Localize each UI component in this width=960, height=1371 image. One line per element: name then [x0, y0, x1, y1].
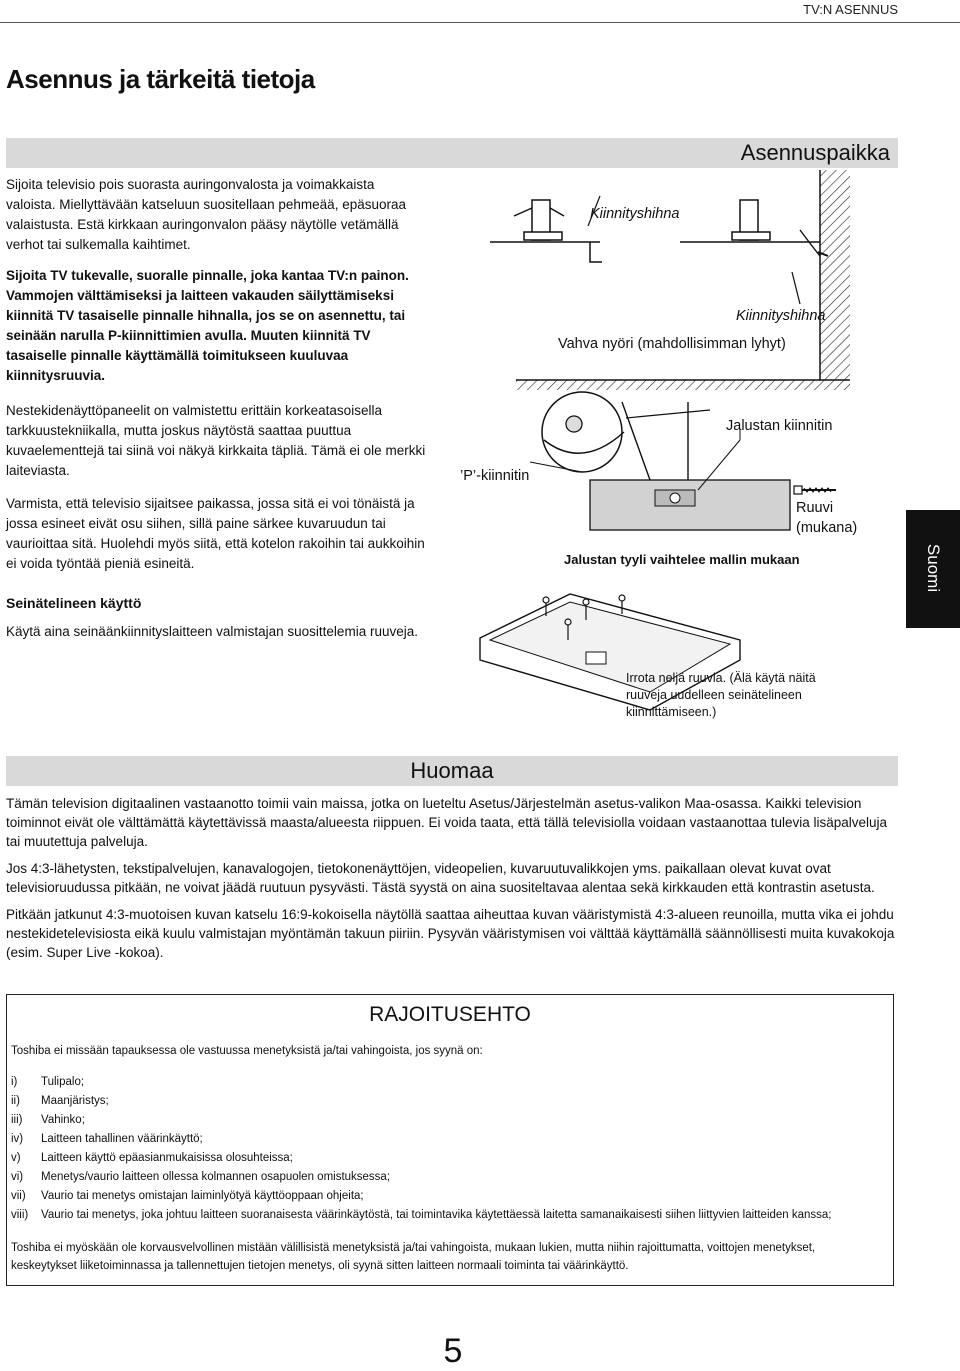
screw-head [794, 486, 802, 494]
screw-label: Ruuvi [796, 500, 834, 516]
stand-style-note: Jalustan tyyli vaihtelee mallin mukaan [564, 552, 800, 567]
page-number: 5 [443, 1332, 463, 1370]
paragraph-stability: Sijoita TV tukevalle, suoralle pinnalle, joka kantaa TV:n painon. Vammojen välttämiseksi ja laitteen vakauden säilyttämiseksi kiinnitä TV tasaiselle pinnalle hihnalla, jos se on asennettu, tai seinään narulla P-kiinnittimien avulla. Muuten kiinnitä TV tasaiselle pinnalle käyttämällä toimitukseen kuuluvaa kiinnitysruuvia. [6, 268, 409, 383]
installation-illustration [440, 170, 900, 730]
wall [820, 170, 850, 380]
paragraph-lcd-panel: Nestekidenäyttöpaneelit on valmistettu erittäin korkeatasoisella tarkkuustekniikalla, mutta joskus näytöstä saattaa puuttua kuvaelementtejä tai siinä voi näkyä kirkkaita täpliä. Tämä ei ole merkki laiteviasta. [6, 403, 426, 478]
section-heading-bar [6, 138, 898, 168]
paragraph-impact: Varmista, että televisio sijaitsee paikassa, jossa sitä ei voi tönäistä ja jossa esineet eivät osu siihen, sillä paine särkee kuvaruudun tai vaurioittaa sitä. Huolehdi myös siitä, että kotelon rakoihin tai aukkoihin ei voida työntää pieniä esineitä. [6, 496, 425, 571]
list-item: vii) Vaurio tai menetys omistajan laiminlyötyä käyttöoppaan ohjeita; [11, 1190, 364, 1202]
installation-diagram [440, 170, 900, 730]
strap-label-2: Kiinnityshihna [736, 308, 826, 324]
p-clip-detail [542, 392, 622, 472]
wall-mount-text: Käytä aina seinäänkiinnityslaitteen valmistajan suosittelemia ruuveja. [6, 624, 418, 639]
list-item: iv) Laitteen tahallinen väärinkäyttö; [11, 1133, 203, 1145]
limitation-list [11, 1073, 832, 1225]
list-item: vi) Menetys/vaurio laitteen ollessa kolmannen osapuolen omistuksessa; [11, 1171, 391, 1183]
limitation-intro: Toshiba ei missään tapauksessa ole vastuussa menetyksistä ja/tai vahingoista, jos syynä on: [11, 1045, 483, 1057]
strap-hook [590, 242, 602, 262]
language-tab-label: Suomi [924, 543, 943, 593]
page-title: Asennus ja tärkeitä tietoja [6, 64, 315, 94]
note-heading: Huomaa [410, 758, 494, 783]
list-item: viii) Vaurio tai menetys, joka johtuu laitteen suoranaisesta väärinkäytöstä, tai toimintavika käytettäessä laitetta samanaikaisesti siihen liittyvien laitteiden kanssa; [11, 1209, 832, 1221]
cord-to-wall [800, 230, 820, 256]
limitation-footer: Toshiba ei myöskään ole korvausvelvollinen mistään välillisistä menetyksistä ja/tai vahingoista, mukaan lukien, mutta niihin rajoittumatta, voittojen menetykset, keskeytykset liiketoiminnassa ja tallennettujen tietojen menetys, oli syynä sitten laitteen normaali toiminta tai väärinkäyttö. [11, 1242, 816, 1272]
list-item: ii) Maanjäristys; [11, 1095, 109, 1107]
note-paragraph-3: Pitkään jatkunut 4:3-muotoisen kuvan katselu 16:9-kokoisella näytöllä saattaa aiheuttaa kuvan vääristymistä 4:3-alueen reunoilla, mutta vika ei johdu nestekidetelevisiosta eikä kuulu valmistajan myöntämän takuun piiriin. Pysyvän vääristymisen voi välttää käyttämällä säännöllisesti muita kuvakokoja (esim. Super Live -kokoa). [6, 907, 895, 960]
wall-mount-heading: Seinätelineen käyttö [6, 595, 142, 611]
note-paragraph-1: Tämän television digitaalinen vastaanotto toimii vain maissa, jotka on lueteltu Asetus/Järjestelmän asetus-valikon Maa-osassa. Kaikki television toiminnot eivät ole välttämättä käytettävissä maasta/alueesta riippuen. Ei voida taata, että tällä televisiolla voidaan vastaanottaa tulevia lisäpalveluja tai muutettuja palveluja. [6, 796, 888, 849]
cord-label: Vahva nyöri (mahdollisimman lyhyt) [558, 336, 786, 352]
limitation-title: RAJOITUSEHTO [369, 1003, 531, 1026]
section-heading: Asennuspaikka [740, 140, 890, 165]
running-header: TV:N ASENNUS [803, 2, 898, 17]
limitation-box [6, 994, 894, 1286]
floor [516, 380, 850, 390]
note-heading-bar [6, 756, 898, 786]
header-rule [0, 22, 960, 23]
language-tab [906, 510, 960, 628]
p-clip-label: ’P’-kiinnitin [460, 468, 530, 484]
list-item: i) Tulipalo; [11, 1076, 85, 1088]
list-item: v) Laitteen käyttö epäasianmukaisissa olosuhteissa; [11, 1152, 293, 1164]
screw-note-label: (mukana) [796, 520, 858, 536]
remove-screws-note: Irrota neljä ruuvia. (Älä käytä näitä ruuveja uudelleen seinätelineen kiinnittämiseen.) [626, 671, 816, 719]
stand-clip-label: Jalustan kiinnitin [726, 418, 833, 434]
list-item: iii) Vahinko; [11, 1114, 85, 1126]
note-section [6, 794, 898, 970]
strap-label-1: Kiinnityshihna [590, 206, 680, 222]
paragraph-placement: Sijoita televisio pois suorasta auringonvalosta ja voimakkaista valoista. Miellyttävään katseluun suositellaan pehmeää, epäsuoraa valaistusta. Estä kirkkaan auringonvalon pääsy näytölle vetämällä verhot tai sulkemalla kaihtimet. [6, 177, 406, 252]
note-paragraph-2: Jos 4:3-lähetysten, tekstipalvelujen, kanavalogojen, tietokonenäyttöjen, videopelien, kuvaruutuvalikkojen yms. paikallaan olevat kuvat ovat televisioruudussa pitkään, ne voivat jäädä ruutuun pysyvästi. Tästä syystä on aina suositeltavaa alentaa sekä kirkkauden että kontrastin asetusta. [6, 861, 875, 895]
